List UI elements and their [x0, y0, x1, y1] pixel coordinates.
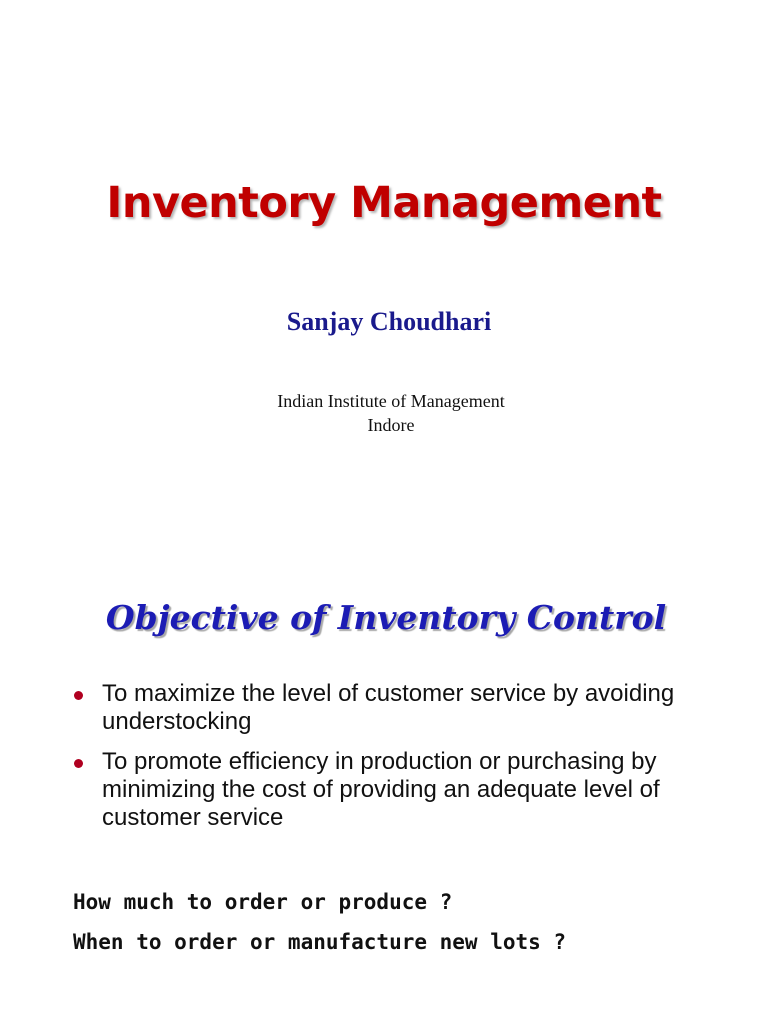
list-item-text: To maximize the level of customer service by avoiding understocking [102, 680, 675, 735]
key-questions [73, 882, 753, 962]
question-order-timing: When to order or manufacture new lots ? [73, 930, 567, 954]
list-item [72, 748, 712, 832]
presentation-title: Inventory Management [106, 178, 662, 228]
section-heading: Objective of Inventory Control [105, 598, 667, 637]
question-order-quantity: How much to order or produce ? [73, 890, 453, 914]
list-item-text: To promote efficiency in production or purchasing by minimizing the cost of providing an adequate level of customer service [102, 748, 660, 831]
objective-list [72, 680, 712, 844]
affiliation-city: Indore [367, 415, 415, 435]
affiliation-institute: Indian Institute of Management [277, 391, 505, 411]
list-item [72, 680, 712, 736]
bullet-dot-icon [74, 691, 83, 700]
bullet-dot-icon [74, 759, 83, 768]
author-name: Sanjay Choudhari [286, 307, 492, 336]
affiliation [0, 389, 768, 437]
